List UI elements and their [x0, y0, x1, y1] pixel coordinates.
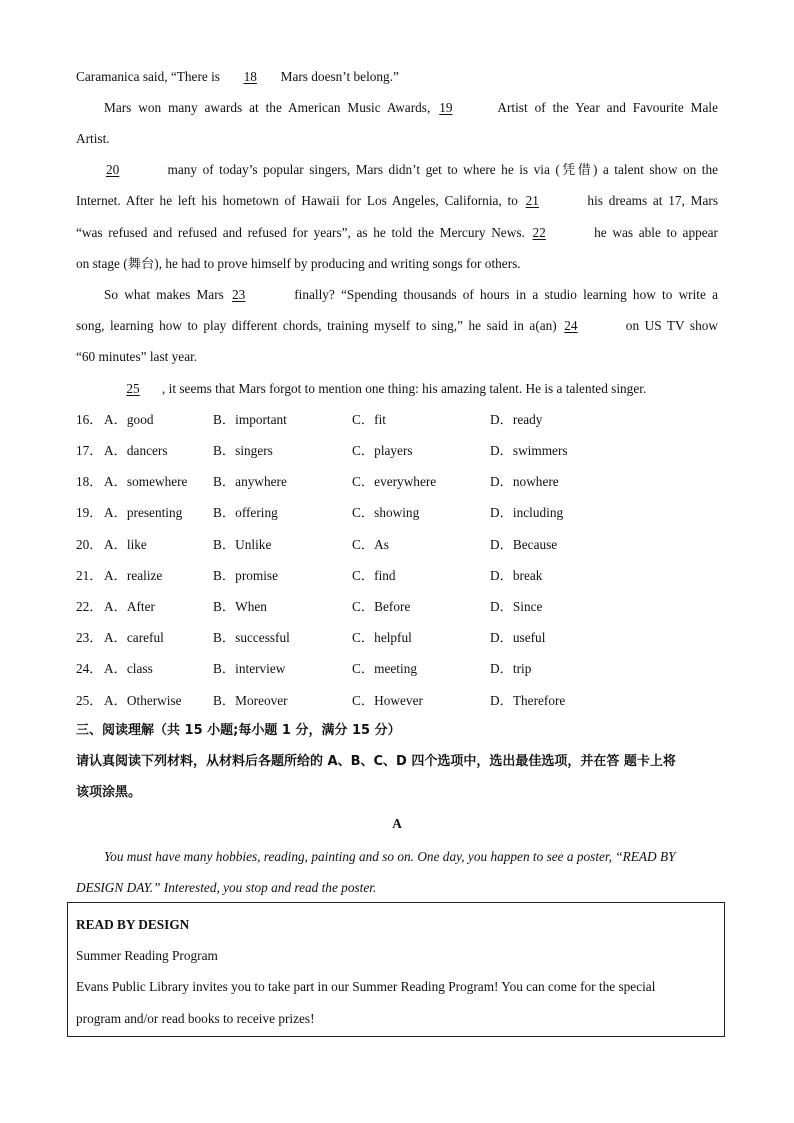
option-d[interactable]: D．swimmers — [490, 443, 568, 458]
blank-23[interactable]: 23 — [232, 287, 246, 302]
option-row — [76, 504, 736, 522]
poster-body-line-2: program and/or read books to receive prizes! — [76, 1011, 315, 1026]
option-a[interactable]: A．realize — [104, 568, 163, 583]
option-c[interactable]: C．However — [352, 693, 423, 708]
option-b[interactable]: B．promise — [213, 568, 279, 583]
option-d[interactable]: D．break — [490, 568, 543, 583]
blank-20[interactable]: 20 — [106, 162, 120, 177]
option-c[interactable]: C．As — [352, 537, 389, 552]
poster-subtitle: Summer Reading Program — [76, 948, 218, 963]
question-number: 19． — [76, 505, 103, 520]
passage-line-2: Mars won many awards at the American Music Awards, 19 Artist of the Year and Favourite Male — [104, 100, 719, 115]
option-a[interactable]: A．class — [104, 661, 153, 676]
option-d[interactable]: D．Therefore — [490, 693, 566, 708]
option-d[interactable]: D．Since — [490, 599, 543, 614]
option-d[interactable]: D．including — [490, 505, 564, 520]
question-number: 17． — [76, 443, 103, 458]
option-row — [76, 473, 736, 491]
option-a[interactable]: A．good — [104, 412, 154, 427]
option-row — [76, 660, 736, 678]
question-number: 23． — [76, 630, 103, 645]
option-d[interactable]: D．useful — [490, 630, 546, 645]
option-d[interactable]: D．trip — [490, 661, 532, 676]
option-d[interactable]: D．nowhere — [490, 474, 559, 489]
blank-25[interactable]: 25 — [126, 381, 140, 396]
section-instruction-line-1: 请认真阅读下列材料，从材料后各题所给的 A、B、C、D 四个选项中，选出最佳选项，并在答 题卡上将 — [76, 754, 676, 769]
option-c[interactable]: C．fit — [352, 412, 386, 427]
blank-18[interactable]: 18 — [243, 69, 257, 84]
option-b[interactable]: B．successful — [213, 630, 290, 645]
option-c[interactable]: C．everywhere — [352, 474, 437, 489]
option-b[interactable]: B．Unlike — [213, 537, 272, 552]
option-row — [76, 629, 736, 647]
option-d[interactable]: D．Because — [490, 537, 558, 552]
option-c[interactable]: C．showing — [352, 505, 420, 520]
option-row — [76, 692, 736, 710]
question-number: 18． — [76, 474, 103, 489]
intro-line-1: You must have many hobbies, reading, painting and so on. One day, you happen to see a poster, “READ BY — [104, 849, 676, 864]
option-row — [76, 536, 736, 554]
question-number: 20． — [76, 537, 103, 552]
section-instruction-line-2: 该项涂黑。 — [76, 785, 142, 800]
option-b[interactable]: B．When — [213, 599, 267, 614]
option-a[interactable]: A．dancers — [104, 443, 168, 458]
passage-line-4: 20 many of today’s popular singers, Mars didn’t get to where he is via (凭借) a talent show on the — [106, 162, 718, 177]
option-a[interactable]: A．presenting — [104, 505, 183, 520]
blank-21[interactable]: 21 — [525, 193, 539, 208]
passage-line-1: Caramanica said, “There is 18 Mars doesn’t belong.” — [76, 69, 399, 84]
option-b[interactable]: B．important — [213, 412, 287, 427]
passage-line-7: on stage (舞台), he had to prove himself by producing and writing songs for others. — [76, 256, 521, 271]
section-heading: 三、阅读理解（共 15 小题;每小题 1 分，满分 15 分） — [76, 723, 401, 738]
poster-box — [67, 902, 725, 1037]
option-b[interactable]: B．interview — [213, 661, 286, 676]
blank-24[interactable]: 24 — [564, 318, 578, 333]
option-b[interactable]: B．offering — [213, 505, 278, 520]
option-a[interactable]: A．Otherwise — [104, 693, 182, 708]
passage-line-9: song, learning how to play different chords, training myself to sing,” he said in a(an) 24 on US TV show — [76, 318, 718, 333]
passage-line-8: So what makes Mars 23 finally? “Spending thousands of hours in a studio learning how to write a — [104, 287, 719, 302]
option-b[interactable]: B．singers — [213, 443, 273, 458]
option-a[interactable]: A．careful — [104, 630, 164, 645]
option-c[interactable]: C．meeting — [352, 661, 417, 676]
poster-body-line-1: Evans Public Library invites you to take part in our Summer Reading Program! You can come for the special — [76, 979, 656, 994]
question-number: 21． — [76, 568, 103, 583]
question-number: 16． — [76, 412, 103, 427]
option-d[interactable]: D．ready — [490, 412, 543, 427]
option-row — [76, 567, 736, 585]
poster-title: READ BY DESIGN — [76, 917, 190, 932]
option-c[interactable]: C．helpful — [352, 630, 412, 645]
option-c[interactable]: C．players — [352, 443, 413, 458]
passage-line-11: 25 , it seems that Mars forgot to mention one thing: his amazing talent. He is a talented singer. — [104, 380, 718, 398]
passage-line-6: “was refused and refused and refused for years”, as he told the Mercury News. 22 he was able to appear — [76, 225, 718, 240]
option-b[interactable]: B．anywhere — [213, 474, 287, 489]
option-row — [76, 442, 736, 460]
passage-line-10: “60 minutes” last year. — [76, 349, 198, 364]
blank-19[interactable]: 19 — [439, 100, 453, 115]
blank-22[interactable]: 22 — [532, 225, 546, 240]
option-row — [76, 411, 736, 429]
question-number: 24． — [76, 661, 103, 676]
passage-line-5: Internet. After he left his hometown of Hawaii for Los Angeles, California, to 21 his dreams at 17, Mars — [76, 193, 718, 208]
option-c[interactable]: C．find — [352, 568, 396, 583]
option-c[interactable]: C．Before — [352, 599, 411, 614]
question-number: 25． — [76, 693, 103, 708]
option-a[interactable]: A．After — [104, 599, 155, 614]
option-a[interactable]: A．somewhere — [104, 474, 188, 489]
option-a[interactable]: A．like — [104, 537, 147, 552]
intro-line-2: DESIGN DAY.” Interested, you stop and read the poster. — [76, 880, 377, 895]
passage-line-3: Artist. — [76, 131, 110, 146]
question-number: 22． — [76, 599, 103, 614]
option-b[interactable]: B．Moreover — [213, 693, 288, 708]
option-row — [76, 598, 736, 616]
part-title: A — [392, 816, 402, 831]
